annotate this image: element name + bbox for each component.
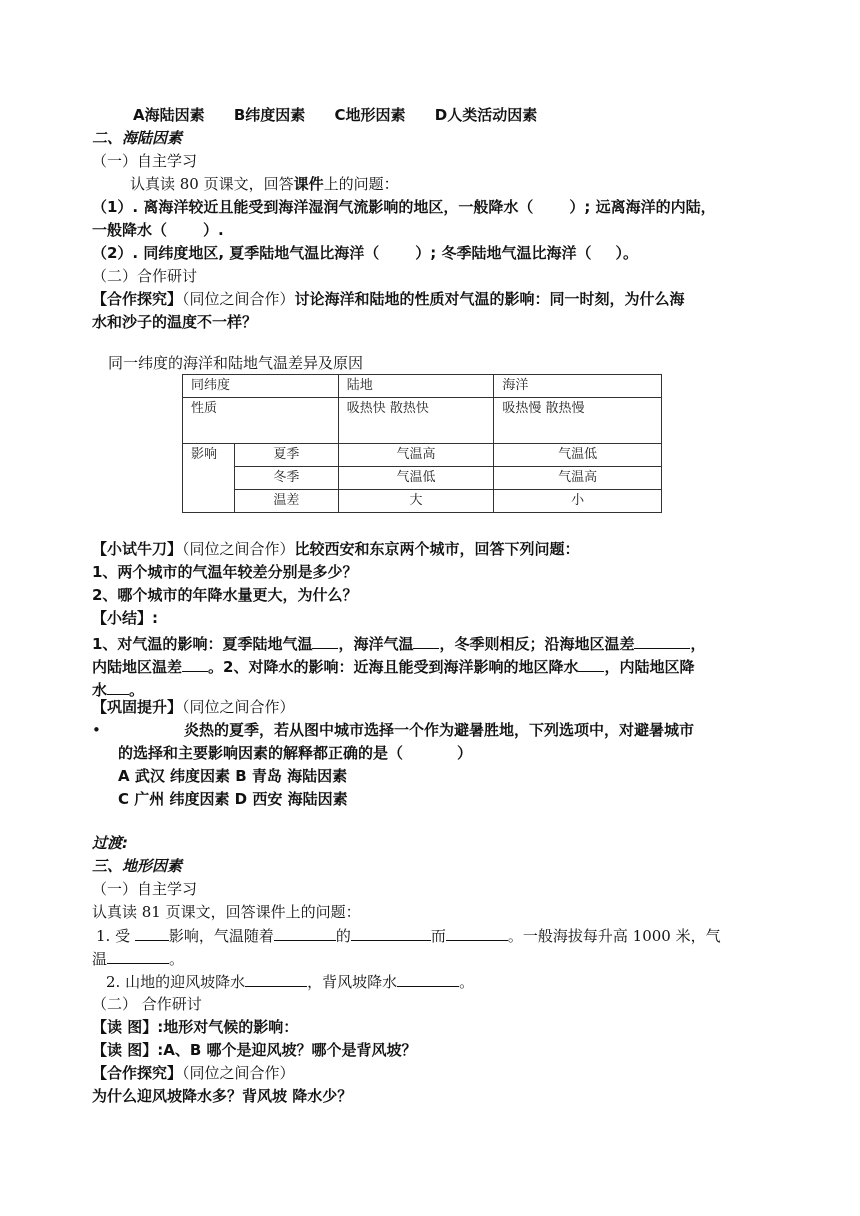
read-text: 认真读 80 页课文，回答 [130,175,294,193]
blank[interactable] [107,947,169,964]
sea-winter: 气温高 [494,467,662,490]
summary-l2-b: 。2、对降水的影响：近海且能受到海洋影响的地区降水 [208,658,579,676]
option-c: C地形因素 [334,106,406,124]
summary-l1-c: ，冬季则相反；沿海地区温差 [439,635,635,653]
read2-tag: 【读 图】: [92,1041,164,1059]
section3-question-2 [106,970,474,993]
trial-question-2: 2、哪个城市的年降水量更大，为什么？ [92,586,358,604]
land-range: 大 [338,490,494,513]
s3-q1-d: 而 [430,927,446,945]
question-2 [92,242,638,264]
transition-label: 过渡: [92,834,128,852]
consolidate-question-line2 [118,742,472,764]
row-label-winter: 冬季 [234,467,338,490]
trial-line [92,538,580,560]
s3-q2-b: ，背风坡降水 [307,973,398,991]
question-1-line1 [92,196,716,218]
section2-read-instruction [130,173,399,195]
blank[interactable] [351,924,431,941]
summary-l3-a: 水 [92,681,108,699]
q1-text-end: ）; 远离海洋的内陆， [569,198,716,216]
summary-line1 [92,632,706,655]
blank[interactable] [397,970,459,987]
section3-explore-question: 为什么迎风坡降水多？背风坡 降水少？ [92,1087,353,1105]
explore-line1 [92,288,685,310]
consolidate-q2-end: ） [457,744,473,762]
read-bold-text: 课件 [293,175,324,193]
explore-tag: 【合作探究】 [92,290,183,308]
s3-q1-e: 。一般海拔每升高 1000 米，气 [507,927,721,945]
summary-l1-a: 1、对气温的影响：夏季陆地气温 [92,635,313,653]
read-figure-line1 [92,1016,298,1038]
trial-note: （同位之间合作） [182,540,295,558]
blank[interactable] [634,632,690,649]
section3-self-study: （一）自主学习 [92,880,198,898]
s3-q1-c: 的 [335,927,351,945]
q2-mid-text: ）; 冬季陆地气温比海洋（ [415,244,592,262]
s3-q2-a: 2. 山地的迎风坡降水 [106,973,246,991]
consolidate-options-1: A 武汉 纬度因素 B 青岛 海陆因素 [118,767,348,785]
section3-question-1 [96,924,721,947]
s3-q1-f: 温 [92,950,108,968]
land-property: 吸热快 散热快 [338,398,494,444]
blank[interactable] [135,924,169,941]
sea-summer: 气温低 [494,444,662,467]
s3-q1-g: 。 [169,950,185,968]
explore-note: （同位之间合作） [182,290,295,308]
explore-line2: 水和沙子的温度不一样？ [92,313,258,331]
explore-text: 讨论海洋和陆地的性质对气温的影响：同一时刻，为什么海 [294,290,685,308]
blank[interactable] [413,632,439,649]
header-sea: 海洋 [494,375,662,398]
blank[interactable] [182,655,208,672]
blank[interactable] [312,632,338,649]
table-caption: 同一纬度的海洋和陆地气温差异及原因 [108,354,364,372]
section3-coop: （二） 合作研讨 [92,995,202,1013]
property-label: 性质 [183,398,339,444]
section2-title: 二、海陆因素 [92,129,183,147]
row-label-range: 温差 [234,490,338,513]
options-line [133,104,537,126]
s3-q1-a: 1. 受 [96,927,135,945]
summary-tag: 【小结】: [92,609,158,627]
q1-text: （1）. 离海洋较近且能受到海洋湿润气流影响的地区，一般降水（ [92,198,534,216]
s3-q2-c: 。 [459,973,475,991]
blank[interactable] [446,924,508,941]
blank[interactable] [107,678,129,695]
impact-label: 影响 [183,444,235,513]
trial-tag: 【小试牛刀】 [92,540,183,558]
trial-question-1: 1、两个城市的气温年较差分别是多少？ [92,563,358,581]
blank[interactable] [245,970,307,987]
read2-text: A、B 哪个是迎风坡？哪个是背风坡？ [163,1041,417,1059]
read-tag: 【读 图】: [92,1018,164,1036]
section3-title: 三、地形因素 [92,857,183,875]
header-land: 陆地 [338,375,494,398]
trial-text: 比较西安和东京两个城市，回答下列问题： [294,540,580,558]
summary-l1-d: ， [690,635,706,653]
read-figure-line2 [92,1039,417,1061]
sea-range: 小 [494,490,662,513]
summary-l2-a: 内陆地区温差 [92,658,183,676]
row-label-summer: 夏季 [234,444,338,467]
s3-explore-tag: 【合作探究】 [92,1064,183,1082]
bullet-icon: • [92,721,101,739]
option-a: A海陆因素 [133,106,205,124]
summary-l1-b: ，海洋气温 [338,635,414,653]
read-text-end: 上的问题： [323,175,399,193]
q2-end-text: ）。 [615,244,639,262]
q2-text: （2）. 同纬度地区, 夏季陆地气温比海洋（ [92,244,380,262]
section2-coop: （二）合作研讨 [92,267,198,285]
land-summer: 气温高 [338,444,494,467]
section2-self-study: （一）自主学习 [92,152,198,170]
q1-line2-text: 一般降水（ [92,221,168,239]
s3-q1-b: 影响，气温随着 [168,927,274,945]
option-d: D人类活动因素 [434,106,538,124]
section3-question-1-cont [92,947,184,970]
header-latitude: 同纬度 [183,375,339,398]
consolidate-line [92,696,295,718]
option-b: B纬度因素 [233,106,306,124]
land-sea-table [182,374,662,513]
section3-explore [92,1062,295,1084]
blank[interactable] [578,655,604,672]
consolidate-q2-text: 的选择和主要影响因素的解释都正确的是（ [118,744,404,762]
question-1-line2 [92,219,224,241]
q1-line2-end: ）. [203,221,224,239]
consolidate-note: （同位之间合作） [182,698,295,716]
blank[interactable] [274,924,336,941]
summary-line2 [92,655,694,678]
summary-l2-c: ，内陆地区降 [604,658,695,676]
consolidate-tag: 【巩固提升】 [92,698,183,716]
s3-explore-note: （同位之间合作） [182,1064,295,1082]
read-text: 地形对气候的影响： [163,1018,299,1036]
consolidate-question-line1: 炎热的夏季，若从图中城市选择一个作为避暑胜地，下列选项中，对避暑城市 [184,721,695,739]
section3-read-instruction: 认真读 81 页课文，回答课件上的问题： [92,903,361,921]
land-winter: 气温低 [338,467,494,490]
summary-l3-b: 。 [129,681,145,699]
sea-property: 吸热慢 散热慢 [494,398,662,444]
consolidate-options-2: C 广州 纬度因素 D 西安 海陆因素 [118,790,348,808]
